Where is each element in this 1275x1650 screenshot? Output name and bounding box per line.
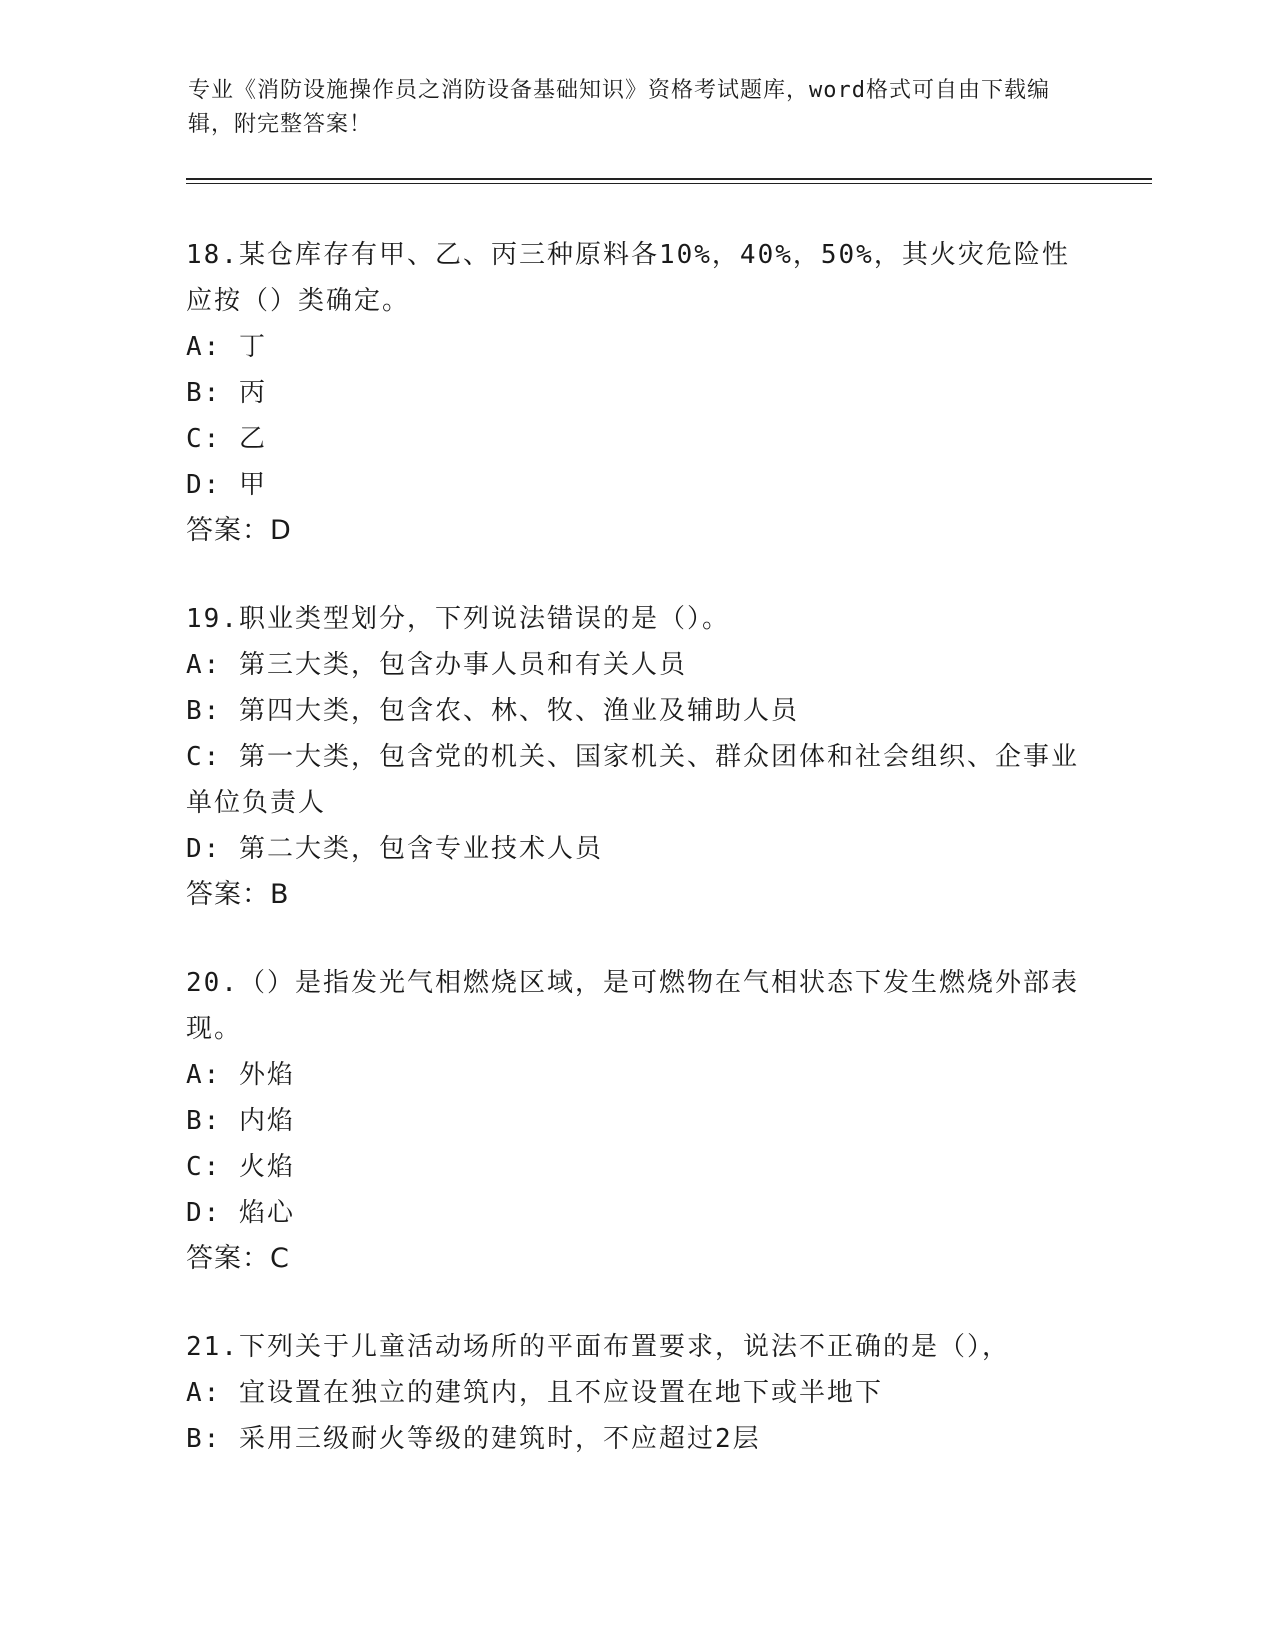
option-b: B: 采用三级耐火等级的建筑时，不应超过2层 [186,1424,761,1454]
document-header: 专业《消防设施操作员之消防设备基础知识》资格考试题库，word格式可自由下载编辑，附完整答案！ [188,78,1050,137]
question-18 [186,232,1086,554]
option-b: B: 内焰 [186,1106,295,1136]
question-21 [186,1324,1086,1462]
answer: 答案：C [186,1243,290,1274]
answer: 答案：D [186,515,292,546]
question-list [186,232,1086,1504]
answer: 答案：B [186,879,290,910]
header-rule-thin [186,183,1152,184]
option-d: D: 焰心 [186,1198,295,1228]
option-b: B: 丙 [186,378,267,408]
option-a: A: 外焰 [186,1060,295,1090]
question-stem: 18.某仓库存有甲、乙、丙三种原料各10%，40%，50%，其火灾危险性应按（）类确定。 [186,240,1070,316]
option-a: A: 第三大类，包含办事人员和有关人员 [186,650,687,680]
option-c: C: 第一大类，包含党的机关、国家机关、群众团体和社会组织、企事业单位负责人 [186,742,1079,818]
option-c: C: 乙 [186,424,267,454]
option-c: C: 火焰 [186,1152,295,1182]
option-a: A: 宜设置在独立的建筑内，且不应设置在地下或半地下 [186,1378,883,1408]
option-a: A: 丁 [186,332,267,362]
question-20 [186,960,1086,1282]
option-b: B: 第四大类，包含农、林、牧、渔业及辅助人员 [186,696,799,726]
question-stem: 21.下列关于儿童活动场所的平面布置要求，说法不正确的是（）， [186,1332,1010,1362]
question-19 [186,596,1086,918]
question-stem: 20.（）是指发光气相燃烧区域，是可燃物在气相状态下发生燃烧外部表现。 [186,968,1079,1044]
option-d: D: 第二大类，包含专业技术人员 [186,834,603,864]
header-rule-thick [186,178,1152,180]
option-d: D: 甲 [186,470,267,500]
question-stem: 19.职业类型划分，下列说法错误的是（）。 [186,604,730,634]
